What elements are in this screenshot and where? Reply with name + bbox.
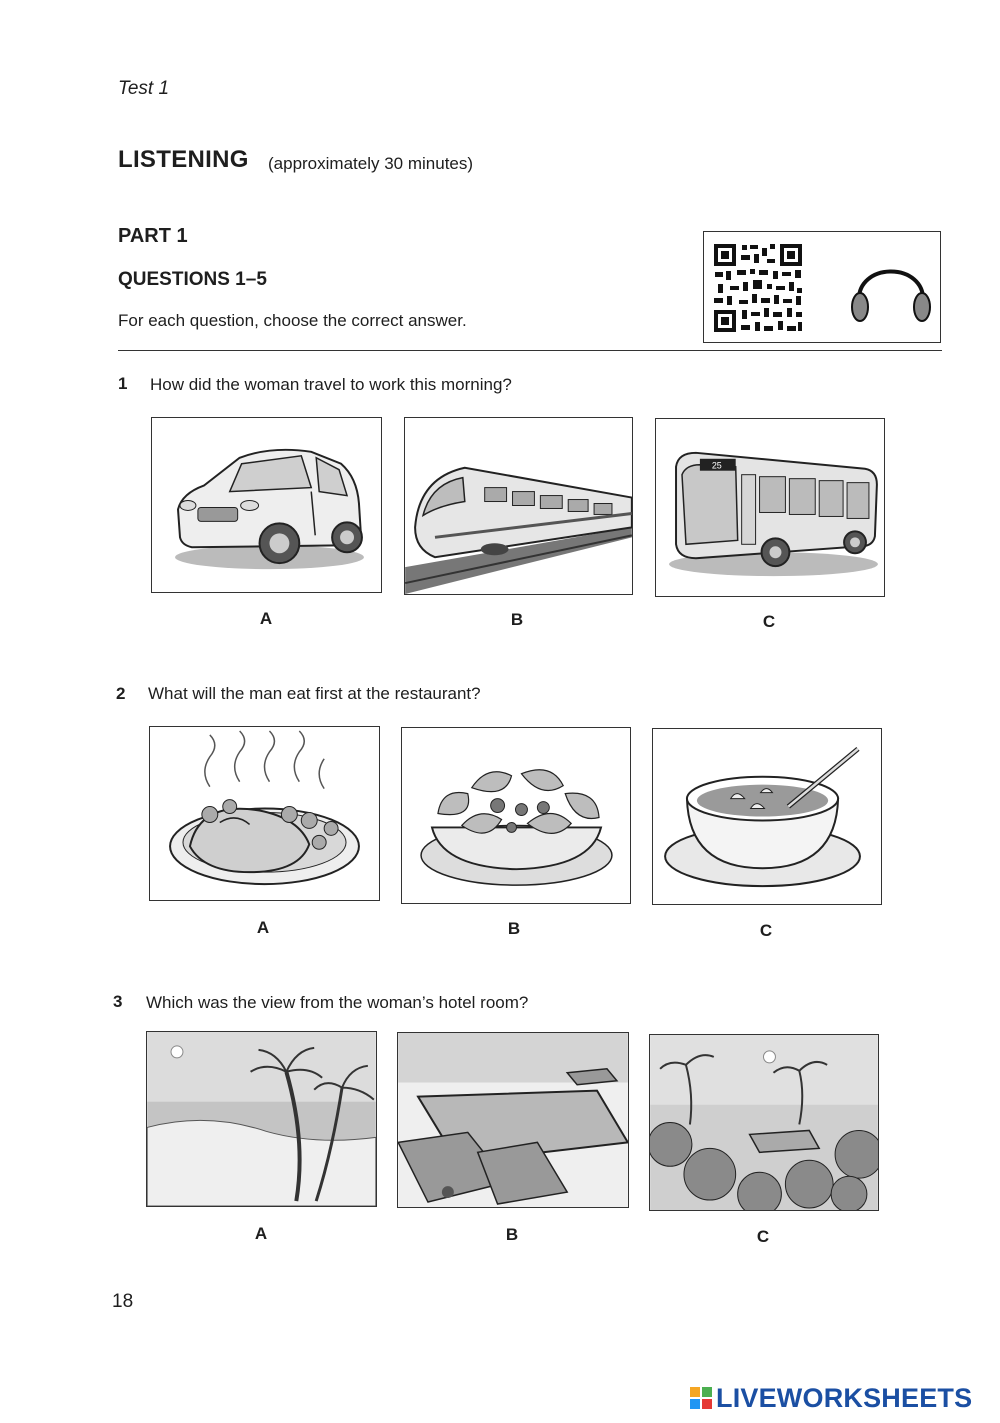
part-title: PART 1: [118, 225, 188, 247]
option-image-soup[interactable]: [652, 728, 882, 905]
divider: [118, 350, 942, 351]
bus-drawing: [656, 419, 884, 596]
train-drawing: [405, 418, 632, 594]
question-number: 2: [116, 684, 126, 703]
chicken-drawing: [150, 727, 379, 900]
question-number: 1: [118, 374, 128, 393]
question-text: How did the woman travel to work this morning?: [150, 375, 512, 394]
qr-code-icon[interactable]: [712, 242, 804, 334]
soup-drawing: [653, 729, 881, 904]
option-image-car[interactable]: [151, 417, 382, 593]
option-letter: C: [762, 612, 776, 631]
option-letter: C: [759, 921, 773, 940]
salad-drawing: [402, 728, 630, 903]
option-image-pool[interactable]: [397, 1032, 629, 1208]
instruction-text: For each question, choose the correct answer.: [118, 311, 467, 330]
option-image-salad[interactable]: [401, 727, 631, 904]
option-image-bus[interactable]: [655, 418, 885, 597]
garden-drawing: [650, 1035, 878, 1210]
option-letter: C: [756, 1227, 770, 1246]
questions-range: QUESTIONS 1–5: [118, 269, 267, 290]
test-label: Test 1: [118, 78, 170, 99]
option-image-train[interactable]: [404, 417, 633, 595]
car-drawing: [152, 418, 381, 592]
option-letter: B: [505, 1225, 519, 1244]
bus-route-number: 25: [711, 460, 722, 471]
section-duration: (approximately 30 minutes): [268, 154, 474, 173]
question-text: What will the man eat first at the restaurant?: [148, 684, 481, 703]
beach-drawing: [147, 1032, 376, 1206]
pool-drawing: [398, 1033, 628, 1207]
headphones-icon: [845, 251, 937, 327]
page-number: 18: [112, 1291, 134, 1312]
section-title: LISTENING: [118, 146, 249, 173]
liveworksheets-logo-icon: [690, 1387, 712, 1409]
option-image-beach[interactable]: [146, 1031, 377, 1207]
option-image-garden[interactable]: [649, 1034, 879, 1211]
brand-text: LIVEWORKSHEETS: [716, 1382, 973, 1413]
option-letter: A: [254, 1224, 268, 1243]
brand-watermark: [690, 1384, 972, 1412]
option-letter: A: [259, 609, 273, 628]
question-number: 3: [113, 992, 123, 1011]
option-image-chicken[interactable]: [149, 726, 380, 901]
option-letter: B: [510, 610, 524, 629]
question-text: Which was the view from the woman’s hotel room?: [146, 993, 529, 1012]
option-letter: B: [507, 919, 521, 938]
option-letter: A: [256, 918, 270, 937]
